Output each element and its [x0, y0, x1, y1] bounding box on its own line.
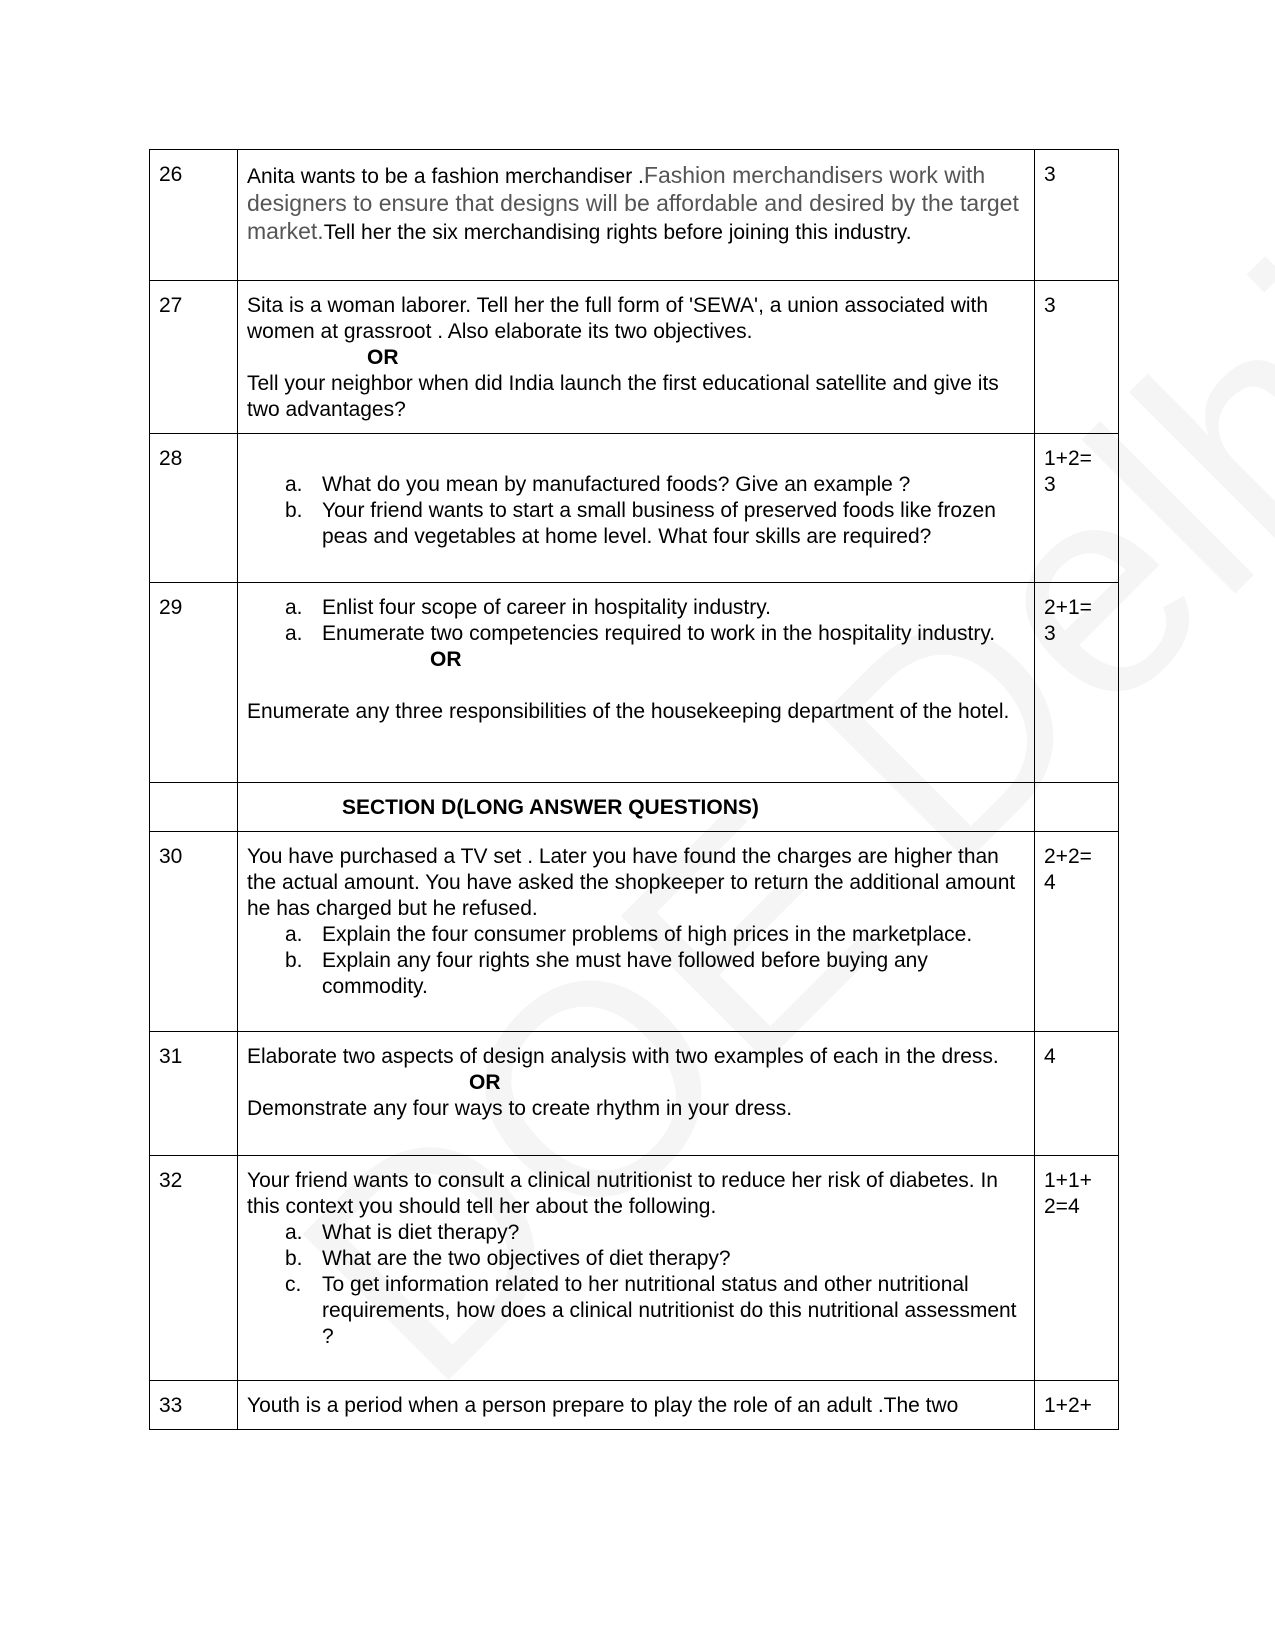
question-text-part: Enumerate any three responsibilities of the housekeeping department of the hotel. [247, 700, 1010, 723]
question-text [238, 1032, 1035, 1156]
sub-question [285, 1220, 1025, 1246]
question-text [238, 434, 1035, 583]
question-row-30 [150, 832, 1119, 1032]
question-row-29 [150, 583, 1119, 783]
question-text [238, 583, 1035, 783]
sub-question-list [247, 595, 1025, 647]
question-text-part: Tell your neighbor when did India launch the first educational satellite and give its two advantages? [247, 372, 999, 421]
sub-question-list [247, 922, 1025, 1000]
question-row-28 [150, 434, 1119, 583]
question-text [238, 1156, 1035, 1381]
question-number: 31 [150, 1032, 238, 1156]
sub-question [285, 1246, 1025, 1272]
question-marks: 1+2+ [1035, 1381, 1119, 1430]
marks-line: 2=4 [1044, 1195, 1080, 1218]
question-text [238, 281, 1035, 434]
sub-question [285, 1272, 1025, 1350]
empty-cell [150, 783, 238, 832]
question-marks [1035, 434, 1119, 583]
sub-question-text: What is diet therapy? [322, 1221, 520, 1244]
question-marks: 3 [1035, 150, 1119, 281]
question-text [238, 150, 1035, 281]
question-number: 28 [150, 434, 238, 583]
marks-line: 3 [1044, 622, 1056, 645]
empty-cell [1035, 783, 1119, 832]
marks-line: 1+1+ [1044, 1169, 1092, 1192]
sub-question-text: What do you mean by manufactured foods? Give an example ? [322, 473, 911, 496]
sub-question-text: Your friend wants to start a small business of preserved foods like frozen peas and vegetables at home level. What four skills are required? [322, 499, 996, 548]
question-table [149, 149, 1119, 1430]
sub-question-marker: b. [285, 949, 303, 972]
section-heading-cell [238, 783, 1035, 832]
section-heading: SECTION D(LONG ANSWER QUESTIONS) [342, 796, 759, 819]
question-text-part: Your friend wants to consult a clinical nutritionist to reduce her risk of diabetes. In this context you should tell her about the following. [247, 1169, 998, 1218]
marks-line: 3 [1044, 473, 1056, 496]
sub-question-marker: c. [285, 1273, 302, 1296]
sub-question [285, 922, 1025, 948]
question-row-26 [150, 150, 1119, 281]
sub-question [285, 621, 1025, 647]
or-label: OR [469, 1071, 501, 1094]
question-marks [1035, 583, 1119, 783]
question-marks: 4 [1035, 1032, 1119, 1156]
sub-question-text: Enumerate two competencies required to work in the hospitality industry. [322, 622, 996, 645]
sub-question-list [247, 1220, 1025, 1350]
question-text: Youth is a period when a person prepare to play the role of an adult .The two [238, 1381, 1035, 1430]
question-number: 32 [150, 1156, 238, 1381]
question-number: 29 [150, 583, 238, 783]
question-text-part: Tell her the six merchandising rights before joining this industry. [323, 221, 912, 244]
sub-question-marker: b. [285, 1247, 303, 1270]
question-text-highlight: Fashion merchandisers work with designers to ensure that designs will be affordable and desired by the target market. [247, 162, 1019, 244]
sub-question-list [247, 472, 1025, 550]
question-text [238, 832, 1035, 1032]
question-text-part: Demonstrate any four ways to create rhythm in your dress. [247, 1097, 793, 1120]
sub-question [285, 948, 1025, 1000]
question-row-32 [150, 1156, 1119, 1381]
sub-question-marker: a. [285, 596, 303, 619]
section-row [150, 783, 1119, 832]
sub-question-text: Enlist four scope of career in hospitality industry. [322, 596, 771, 619]
sub-question-text: To get information related to her nutritional status and other nutritional requirements, how does a clinical nutritionist do this nutritional assessment ? [322, 1273, 1017, 1348]
sub-question-marker: a. [285, 923, 303, 946]
marks-line: 1+2= [1044, 447, 1092, 470]
question-row-33 [150, 1381, 1119, 1430]
marks-line: 4 [1044, 871, 1056, 894]
question-marks [1035, 1156, 1119, 1381]
sub-question [285, 498, 1025, 550]
question-number: 27 [150, 281, 238, 434]
or-label: OR [367, 346, 399, 369]
question-row-31 [150, 1032, 1119, 1156]
sub-question-text: Explain any four rights she must have followed before buying any commodity. [322, 949, 928, 998]
question-marks: 3 [1035, 281, 1119, 434]
question-marks [1035, 832, 1119, 1032]
question-number: 26 [150, 150, 238, 281]
question-text-part: Anita wants to be a fashion merchandiser . [247, 165, 644, 188]
question-number: 30 [150, 832, 238, 1032]
sub-question [285, 595, 1025, 621]
sub-question-marker: b. [285, 499, 303, 522]
question-number: 33 [150, 1381, 238, 1430]
question-text-part: You have purchased a TV set . Later you have found the charges are higher than the actual amount. You have asked the shopkeeper to return the additional amount he has charged but he refused. [247, 845, 1016, 920]
question-text-part: Elaborate two aspects of design analysis with two examples of each in the dress. [247, 1045, 999, 1068]
question-text-part: Sita is a woman laborer. Tell her the full form of 'SEWA', a union associated with women at grassroot . Also elaborate its two objectives. [247, 294, 989, 343]
question-row-27 [150, 281, 1119, 434]
sub-question-marker: a. [285, 1221, 303, 1244]
sub-question-text: Explain the four consumer problems of high prices in the marketplace. [322, 923, 973, 946]
sub-question [285, 472, 1025, 498]
marks-line: 2+2= [1044, 845, 1092, 868]
or-label: OR [430, 648, 462, 671]
sub-question-marker: a. [285, 622, 303, 645]
marks-line: 2+1= [1044, 596, 1092, 619]
sub-question-marker: a. [285, 473, 303, 496]
sub-question-text: What are the two objectives of diet therapy? [322, 1247, 731, 1270]
